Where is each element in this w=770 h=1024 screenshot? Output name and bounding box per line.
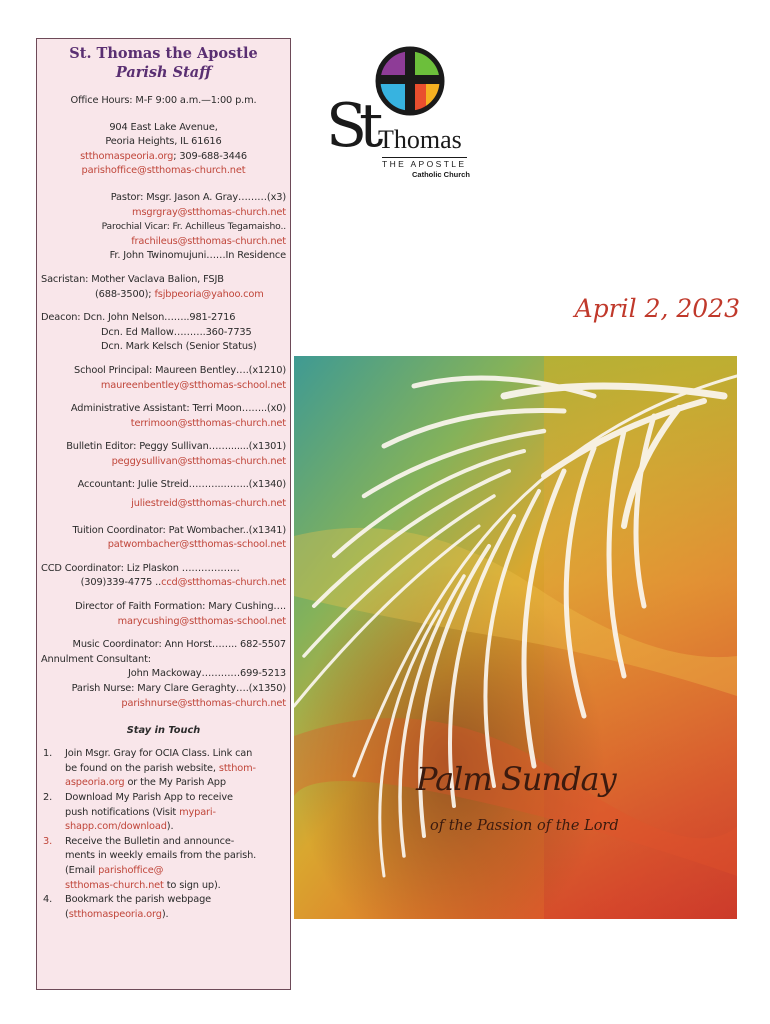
parish-logo xyxy=(326,44,476,184)
nurse-email-link[interactable]: parishnurse@stthomas-church.net xyxy=(121,697,286,709)
music-line: Music Coordinator: Ann Horst…….. 682-5507 xyxy=(72,639,286,651)
logo-the-apostle: THE APOSTLE xyxy=(382,159,467,169)
stay-item-1: 1. Join Msgr. Gray for OCIA Class. Link can be found on the parish website, stthom- aspeoria.org or the My Parish App xyxy=(43,748,256,789)
staff-subtitle: Parish Staff xyxy=(115,64,212,81)
ocia-link-part2[interactable]: aspeoria.org xyxy=(65,777,125,789)
accountant-line: Accountant: Julie Streid………..……..(x1340) xyxy=(77,479,286,491)
sacristan-phone: (688-3500); xyxy=(95,288,155,300)
admin-line: Administrative Assistant: Terri Moon……..(x0) xyxy=(70,403,286,415)
stay-item-3: 3. Receive the Bulletin and announce- ments in weekly emails from the parish. (Email parishoffice@ stthomas-church.net to sign up). xyxy=(43,835,257,891)
pastor-line: Pastor: Msgr. Jason A. Gray………(x3) xyxy=(110,191,286,203)
faith-formation-line: Director of Faith Formation: Mary Cushing…. xyxy=(75,601,286,613)
palm-sunday-cover-image xyxy=(294,356,737,919)
address-line-2: Peoria Heights, IL 61616 xyxy=(105,136,222,148)
nurse-line: Parish Nurse: Mary Clare Geraghty….(x1350) xyxy=(71,683,286,694)
residence-line: Fr. John Twinomujuni……In Residence xyxy=(109,250,286,262)
annulment-name: John Mackoway…………699-5213 xyxy=(128,668,286,680)
editor-line: Bulletin Editor: Peggy Sullivan…….......(x1301) xyxy=(66,441,286,453)
bulletin-date: April 2, 2023 xyxy=(574,294,740,323)
ocia-link-part1[interactable]: stthom- xyxy=(218,762,256,774)
logo-st: St xyxy=(326,91,376,161)
website-phone-line xyxy=(41,150,286,165)
pastor-email-link[interactable]: msgrgray@stthomas-church.net xyxy=(132,206,286,218)
tuition-email-link[interactable]: patwombacher@stthomas-school.net xyxy=(107,539,286,551)
deacon-line-2: Dcn. Ed Mallow……….360-7735 xyxy=(101,326,252,338)
principal-line: School Principal: Maureen Bentley….(x1210) xyxy=(74,364,286,376)
parish-email-link[interactable]: parishoffice@stthomas-church.net xyxy=(81,165,246,177)
annulment-line: Annulment Consultant: xyxy=(41,653,151,665)
cover-subtitle: of the Passion of the Lord xyxy=(430,818,619,834)
stay-item-4: 4. Bookmark the parish webpage (stthomaspeoria.org). xyxy=(43,894,212,920)
cover-title: Palm Sunday xyxy=(416,760,616,798)
ccd-contact xyxy=(41,576,286,591)
faith-formation-email-link[interactable]: marycushing@stthomas-school.net xyxy=(117,615,286,627)
myparish-link-part2[interactable]: shapp.com/download xyxy=(65,821,167,833)
vicar-email-link[interactable]: frachileus@stthomas-church.net xyxy=(131,235,286,247)
principal-email-link[interactable]: maureenbentley@stthomas-school.net xyxy=(100,379,286,391)
logo-catholic-church: Catholic Church xyxy=(412,170,470,179)
website-link[interactable]: stthomaspeoria.org xyxy=(80,150,174,162)
parish-phone: ; 309-688-3446 xyxy=(173,150,247,162)
deacon-line-1: Deacon: Dcn. John Nelson……..981-2716 xyxy=(41,312,236,324)
address-line-1: 904 East Lake Avenue, xyxy=(109,121,218,133)
myparish-link-part1[interactable]: mypari- xyxy=(179,806,216,818)
signup-email-part1[interactable]: parishoffice@ xyxy=(98,864,164,876)
deacon-line-3: Dcn. Mark Kelsch (Senior Status) xyxy=(101,341,257,353)
parish-webpage-link[interactable]: stthomaspeoria.org xyxy=(68,908,162,920)
signup-email-part2[interactable]: stthomas-church.net xyxy=(65,879,164,891)
office-hours: Office Hours: M-F 9:00 a.m.—1:00 p.m. xyxy=(70,95,257,106)
sacristan-line: Sacristan: Mother Vaclava Balion, FSJB xyxy=(41,273,224,285)
parish-staff-panel xyxy=(36,38,291,990)
ccd-phone: (309)339-4775 .. xyxy=(80,577,162,589)
tuition-line: Tuition Coordinator: Pat Wombacher..(x1341) xyxy=(72,524,286,536)
stay-item-2: 2. Download My Parish App to receive push notifications (Visit mypari- shapp.com/download). xyxy=(43,791,233,833)
sacristan-contact xyxy=(41,288,286,303)
vicar-line: Parochial Vicar: Fr. Achilleus Tegamaisho.. xyxy=(101,221,286,233)
admin-email-link[interactable]: terrimoon@stthomas-church.net xyxy=(130,417,286,429)
accountant-email-link[interactable]: juliestreid@stthomas-church.net xyxy=(131,498,286,510)
stay-in-touch-heading: Stay in Touch xyxy=(126,725,201,737)
editor-email-link[interactable]: peggysullivan@stthomas-church.net xyxy=(111,455,286,467)
palm-frond-artwork xyxy=(294,356,737,919)
ccd-line: CCD Coordinator: Liz Plaskon ……………… xyxy=(41,562,240,574)
sacristan-email-link[interactable]: fsjbpeoria@yahoo.com xyxy=(154,288,264,300)
logo-thomas: Thomas xyxy=(378,125,462,154)
staff-title: St. Thomas the Apostle xyxy=(69,45,258,62)
stay-in-touch-list xyxy=(41,747,286,922)
ccd-email-link[interactable]: ccd@stthomas-church.net xyxy=(161,577,286,589)
